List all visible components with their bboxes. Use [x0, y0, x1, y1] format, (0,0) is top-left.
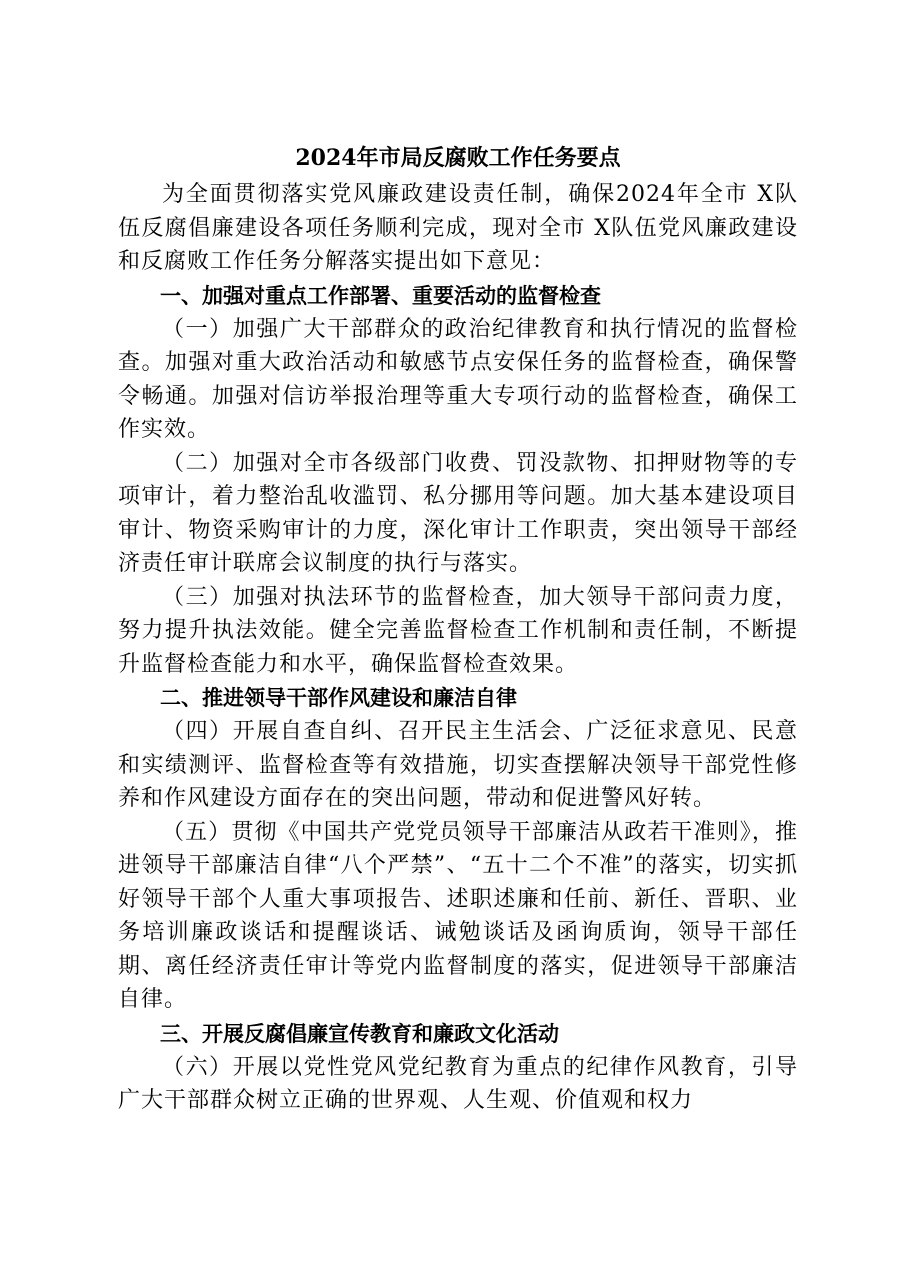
paragraph-6: （六）开展以党性党风党纪教育为重点的纪律作风教育，引导广大干部群众树立正确的世界观、人生观、价值观和权力 — [118, 1054, 798, 1113]
section-heading-2: 二、推进领导干部作风建设和廉洁自律 — [160, 686, 517, 710]
paragraph-4: （四）开展自查自纠、召开民主生活会、广泛征求意见、民意和实绩测评、监督检查等有效措施，切实查摆解决领导干部党性修养和作风建设方面存在的突出问题，带动和促进警风好转。 — [118, 719, 798, 811]
paragraph-1: （一）加强广大干部群众的政治纪律教育和执行情况的监督检查。加强对重大政治活动和敏感节点安保任务的监督检查，确保警令畅通。加强对信访举报治理等重大专项行动的监督检查，确保工作实效。 — [118, 316, 798, 442]
section-heading-3: 三、开展反腐倡廉宣传教育和廉政文化活动 — [160, 1021, 559, 1046]
section-heading-1: 一、加强对重点工作部署、重要活动的监督检查 — [160, 283, 601, 308]
intro-paragraph: 为全面贯彻落实党风廉政建设责任制，确保2024年全市 X队伍反腐倡廉建设各项任务顺利完成，现对全市 X队伍党风廉政建设和反腐败工作任务分解落实提出如下意见： — [118, 182, 798, 274]
paragraph-2: （二）加强对全市各级部门收费、罚没款物、扣押财物等的专项审计，着力整治乱收滥罚、私分挪用等问题。加大基本建设项目审计、物资采购审计的力度，深化审计工作职责，突出领导干部经济责任审计联席会议制度的执行与落实。 — [118, 450, 798, 576]
document-page — [118, 142, 798, 1118]
document-title: 2024年市局反腐败工作任务要点 — [295, 145, 621, 171]
paragraph-3: （三）加强对执法环节的监督检查，加大领导干部问责力度，努力提升执法效能。健全完善监督检查工作机制和责任制，不断提升监督检查能力和水平，确保监督检查效果。 — [118, 584, 798, 677]
paragraph-5: （五）贯彻《中国共产党党员领导干部廉洁从政若干准则》，推进领导干部廉洁自律“八个严禁”、“五十二个不准”的落实，切实抓好领导干部个人重大事项报告、述职述廉和任前、新任、晋职、业务培训廉政谈话和提醒谈话、诫勉谈话及函询质询，领导干部任期、离任经济责任审计等党内监督制度的落实，促进领导干部廉洁自律。 — [118, 819, 798, 1012]
